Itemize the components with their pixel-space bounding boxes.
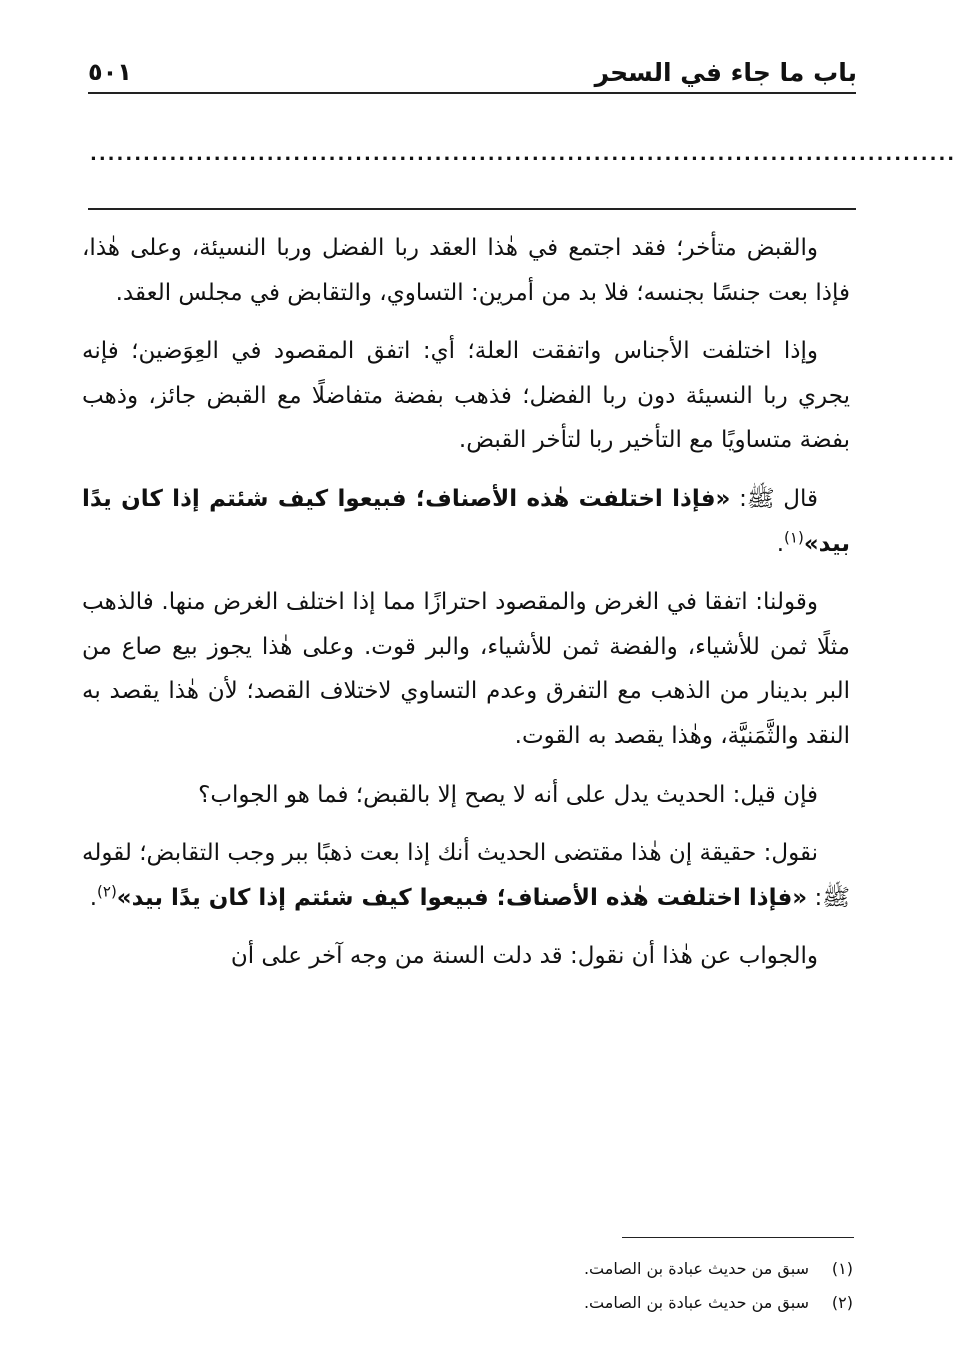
footnote-number: (٢) [831,1293,853,1312]
footnotes [453,1252,853,1320]
paragraph [82,477,850,566]
paragraph-text: والجواب عن هٰذا أن نقول: قد دلت السنة من وجه آخر على أن [230,943,818,970]
hadith-quote: «فإذا اختلفت هٰذه الأصناف؛ فبيعوا كيف شئتم إذا كان يدًا بيد» [116,884,808,911]
header-rule [88,92,856,94]
footnote [453,1252,853,1286]
hadith-quote: «فإذا اختلفت هٰذه الأصناف؛ فبيعوا كيف شئتم إذا كان يدًا بيد» [82,485,850,557]
footnote-text: سبق من حديث عبادة بن الصامت. [583,1259,809,1278]
paragraph-text: فإن قيل: الحديث يدل على أنه لا يصح إلا بالقبض؛ فما هو الجواب؟ [198,781,818,808]
omission-dots: .................................................................................................. [90,144,956,165]
running-title: باب ما جاء في السحر [594,58,857,87]
paragraph-text: نقول: حقيقة إن هٰذا مقتضى الحديث أنك إذا بعت ذهبًا ببر وجب التقابض؛ لقوله ﷺ: [82,840,850,911]
paragraph [82,831,850,920]
paragraph [82,226,850,315]
footnote-number: (١) [831,1259,853,1278]
paragraph [82,329,850,463]
paragraph-text: وقولنا: اتفقا في الغرض والمقصود احترازًا مما إذا اختلف الغرض منها. فالذهب مثلًا ثمن للأشياء، والفضة ثمن للأشياء، والبر قوت. وعلى هٰذا يجوز بيع صاع من البر بدينار من الذهب مع التفرق وعدم التساوي لاختلاف القصد؛ لأن هٰذا يقصد به النقد والثَّمَنيَّة، وهٰذا يقصد به القوت. [82,589,850,749]
paragraph-text: . [89,884,98,911]
paragraph [82,773,850,818]
footnote-reference: (٢) [97,882,117,901]
paragraph-text: وإذا اختلفت الأجناس واتفقت العلة؛ أي: اتفق المقصود في العِوَضين؛ فإنه يجري ربا النسيئة دون ربا الفضل؛ فذهب بفضة متفاضلًا مع القبض جائز، وذهب بفضة متساويًا مع التأخير ربا لتأخر القبض. [82,338,850,454]
paragraph [82,580,850,758]
footnote-text: سبق من حديث عبادة بن الصامت. [583,1293,809,1312]
paragraph-text: والقبض متأخر؛ فقد اجتمع في هٰذا العقد ربا الفضل وربا النسيئة، وعلى هٰذا، فإذا بعت جنسًا بجنسه؛ فلا بد من أمرين: التساوي، والتقابض في مجلس العقد. [82,235,850,306]
paragraph-text: . [776,530,785,557]
paragraph [82,934,850,979]
main-text [82,226,850,993]
page-number: ٥٠١ [88,58,132,86]
section-rule [88,208,856,210]
page-header [88,52,857,102]
footnote-rule [622,1237,854,1238]
footnote [453,1286,853,1320]
footnote-reference: (١) [784,527,804,546]
paragraph-text: قال ﷺ: [730,485,818,512]
